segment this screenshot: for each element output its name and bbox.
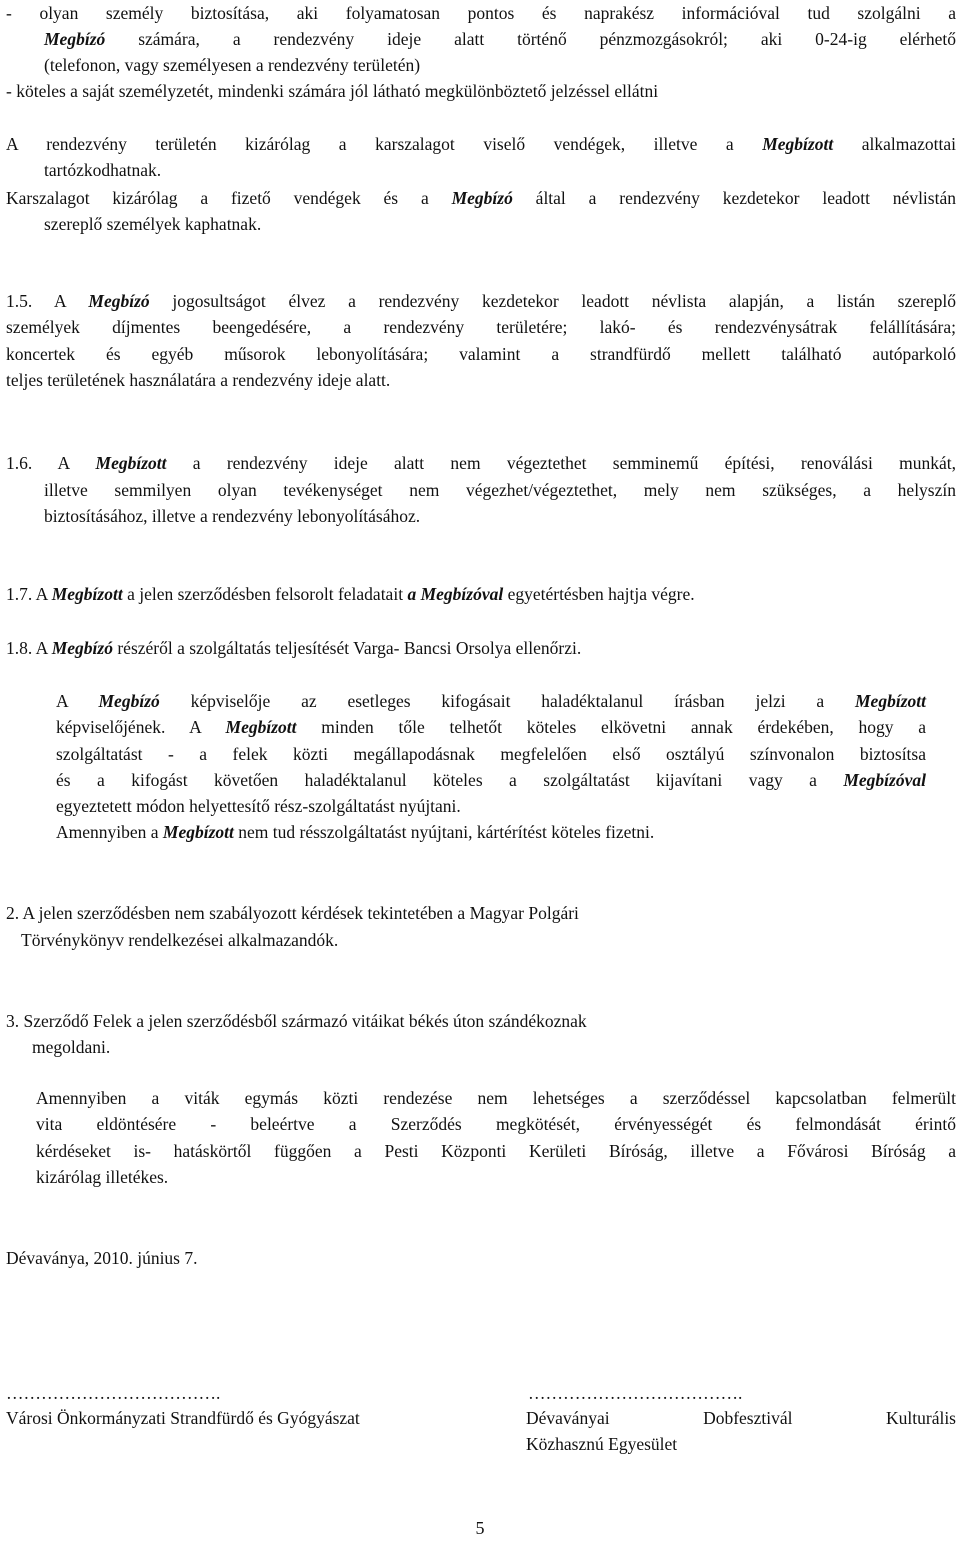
text-segment: a jelen szerződésben felsorolt feladatait — [122, 584, 408, 604]
text-line-p18b-1 — [56, 714, 926, 740]
text-segment: 1.6. A — [6, 453, 96, 473]
text-line-p18b-3 — [56, 767, 926, 793]
text-segment: kérdéseket is- hatáskörtől függően a Pesti Központi Kerületi Bíróság, illetve a Fővárosi Bíróság a — [36, 1141, 956, 1161]
text-line-p16-2 — [44, 503, 420, 529]
text-line-p3b-2 — [36, 1138, 956, 1164]
text-line-p0-3 — [6, 78, 658, 104]
text-segment: szereplő személyek kaphatnak. — [44, 214, 262, 234]
emphasized-term: Megbízott — [762, 134, 834, 154]
signature-dots-left: ………………………………. — [6, 1383, 221, 1403]
text-line-p16-0 — [6, 450, 956, 476]
text-segment: a rendezvény ideje alatt nem végeztethet semminemű építési, renoválási munkát, — [166, 453, 956, 473]
emphasized-term: Megbízott — [855, 691, 926, 711]
emphasized-term: Megbízott — [51, 584, 123, 604]
text-line-p3-1 — [32, 1034, 110, 1060]
page-number: 5 — [475, 1518, 485, 1538]
text-segment: képviselője az esetleges kifogásait haladéktalanul írásban jelzi a — [159, 691, 855, 711]
text-segment: A — [56, 691, 99, 711]
text-segment: egyeztetett módon helyettesítő rész-szolgáltatást nyújtani. — [56, 796, 461, 816]
text-segment: 3. Szerződő Felek a jelen szerződésből származó vitáikat békés úton szándékoznak — [6, 1011, 587, 1031]
text-segment: szolgáltatást - a felek közti megállapodásnak megfelelően első osztályú színvonalon biztosítsa — [56, 744, 926, 764]
text-line-p18b-5 — [56, 819, 654, 845]
text-line-p18b-0 — [56, 688, 926, 714]
text-line-p18-0 — [6, 635, 581, 661]
signature-name-left: Városi Önkormányzati Strandfürdő és Gyógyászat — [6, 1408, 360, 1428]
text-segment: A rendezvény területén kizárólag a karszalagot viselő vendégek, illetve a — [6, 134, 763, 154]
text-segment: nem tud résszolgáltatást nyújtani, kártérítést köteles fizetni. — [233, 822, 655, 842]
text-segment: - köteles a saját személyzetét, mindenki számára jól látható megkülönböztető jelzéssel ellátni — [6, 81, 659, 101]
signature-name-right-line2: Közhasznú Egyesület — [526, 1434, 678, 1454]
text-line-p1-0 — [6, 131, 956, 157]
text-line-p18b-4 — [56, 793, 461, 819]
signature-right-word-2: Dobfesztivál — [703, 1408, 793, 1428]
text-segment: részéről a szolgáltatás teljesítését Varga- Bancsi Orsolya ellenőrzi. — [112, 638, 582, 658]
text-segment: minden tőle telhetőt köteles elkövetni annak érdekében, hogy a — [296, 717, 926, 737]
text-segment: biztosításához, illetve a rendezvény lebonyolításához. — [44, 506, 421, 526]
emphasized-term: Megbízó — [51, 638, 113, 658]
text-line-p15-1 — [6, 314, 956, 340]
text-segment: vita eldöntésére - beleértve a Szerződés megkötését, érvényességét és felmondását érintő — [36, 1114, 956, 1134]
text-line-p16-1 — [44, 477, 956, 503]
text-segment: 1.7. A — [6, 584, 52, 604]
emphasized-term: Megbízóval — [843, 770, 926, 790]
text-line-p17-0 — [6, 581, 695, 607]
signature-dots-right: ………………………………. — [528, 1383, 743, 1403]
text-segment: egyetértésben hajtja végre. — [503, 584, 695, 604]
text-line-p3b-1 — [36, 1111, 956, 1137]
text-line-p2-0 — [6, 900, 579, 926]
text-segment: kizárólag illetékes. — [36, 1167, 169, 1187]
text-segment: személyek díjmentes beengedésére, a rendezvény területére; lakó- és rendezvénysátrak felállítására; — [6, 317, 956, 337]
emphasized-term: Megbízó — [451, 188, 513, 208]
text-line-p1-1 — [44, 157, 161, 183]
text-segment: illetve semmilyen olyan tevékenységet nem végezhet/végeztethet, mely nem szükséges, a helyszín — [44, 480, 956, 500]
emphasized-term: a Megbízóval — [407, 584, 504, 604]
text-segment: Amennyiben a — [56, 822, 163, 842]
text-line-p15-2 — [6, 341, 956, 367]
text-segment: képviselőjének. A — [56, 717, 226, 737]
text-line-p0-1 — [44, 26, 956, 52]
text-line-p18b-2 — [56, 741, 926, 767]
text-line-p3b-3 — [36, 1164, 168, 1190]
text-line-p2-1 — [21, 927, 338, 953]
text-segment: 1.5. A — [6, 291, 89, 311]
signature-name-right — [526, 1405, 956, 1431]
emphasized-term: Megbízott — [162, 822, 234, 842]
signature-right-word-1: Dévaványai — [526, 1408, 610, 1428]
signature-right-word-3: Kulturális — [886, 1408, 956, 1428]
text-segment: 2. A jelen szerződésben nem szabályozott kérdések tekintetében a Magyar Polgári — [6, 903, 579, 923]
text-line-p0-2 — [44, 52, 420, 78]
text-segment: és a kifogást követően haladéktalanul köteles a szolgáltatást kijavítani vagy a — [56, 770, 844, 790]
text-segment: 1.8. A — [6, 638, 52, 658]
date-line: Dévaványa, 2010. június 7. — [6, 1248, 198, 1268]
text-segment: alkalmazottai — [833, 134, 956, 154]
emphasized-term: Megbízott — [95, 453, 167, 473]
text-segment: koncertek és egyéb műsorok lebonyolítására; valamint a strandfürdő mellett található autóparkoló — [6, 344, 956, 364]
text-line-p1-2 — [6, 185, 956, 211]
text-segment: tartózkodhatnak. — [44, 160, 162, 180]
text-line-p15-3 — [6, 367, 390, 393]
text-line-p3-0 — [6, 1008, 587, 1034]
text-segment: jogosultságot élvez a rendezvény kezdetekor leadott névlista alapján, a listán szereplő — [149, 291, 956, 311]
text-segment: - olyan személy biztosítása, aki folyamatosan pontos és naprakész információval tud szolgálni a — [6, 3, 956, 23]
text-line-p0-0 — [6, 0, 956, 26]
text-segment: számára, a rendezvény ideje alatt történő pénzmozgásokról; aki 0-24-ig elérhető — [105, 29, 956, 49]
text-segment: Karszalagot kizárólag a fizető vendégek és a — [6, 188, 452, 208]
emphasized-term: Megbízó — [98, 691, 160, 711]
text-line-p1-3 — [44, 211, 261, 237]
emphasized-term: Megbízó — [44, 29, 106, 49]
text-segment: teljes területének használatára a rendezvény ideje alatt. — [6, 370, 391, 390]
text-line-p15-0 — [6, 288, 956, 314]
text-line-p3b-0 — [36, 1085, 956, 1111]
text-segment: megoldani. — [32, 1037, 111, 1057]
text-segment: (telefonon, vagy személyesen a rendezvény területén) — [44, 55, 421, 75]
emphasized-term: Megbízott — [225, 717, 297, 737]
emphasized-term: Megbízó — [88, 291, 150, 311]
text-segment: Amennyiben a viták egymás közti rendezése nem lehetséges a szerződéssel kapcsolatban felmerült — [36, 1088, 956, 1108]
text-segment: által a rendezvény kezdetekor leadott névlistán — [512, 188, 956, 208]
text-segment: Törvénykönyv rendelkezései alkalmazandók. — [21, 930, 339, 950]
